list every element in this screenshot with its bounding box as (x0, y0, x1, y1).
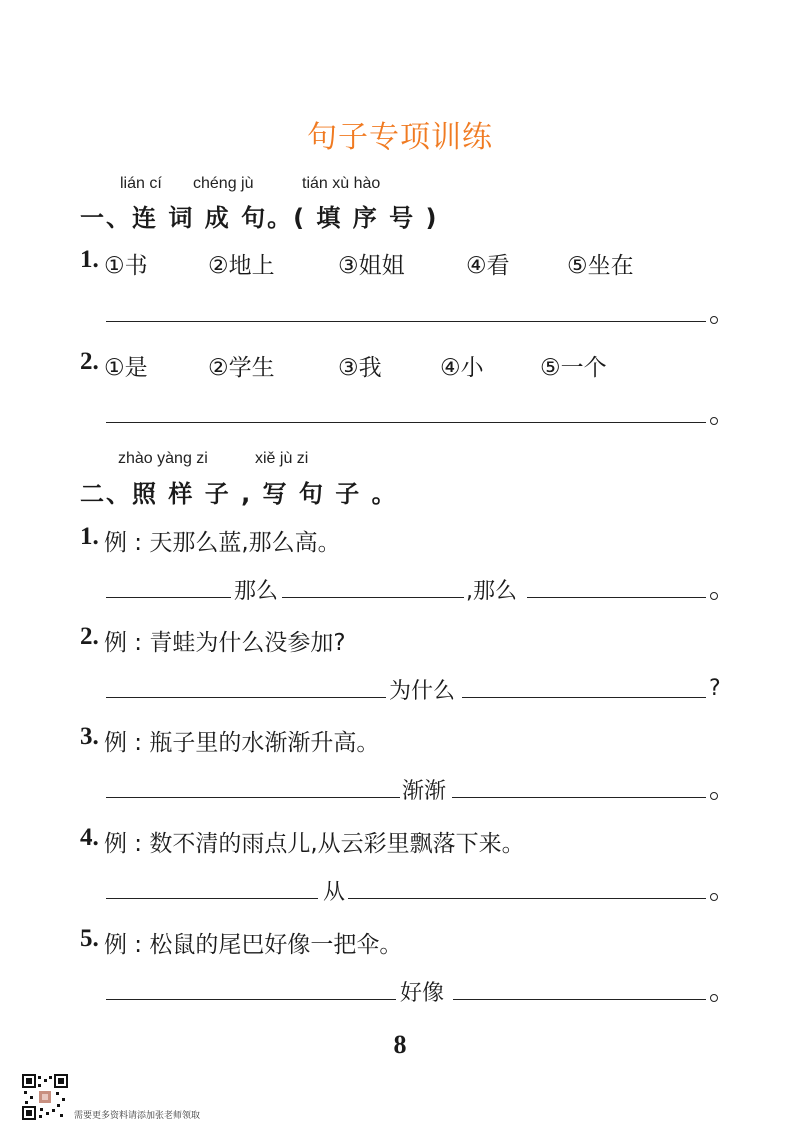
fill-word: 渐渐 (402, 779, 447, 804)
period-mark (710, 994, 718, 1002)
page-number: 8 (393, 1030, 407, 1059)
example-sentence: 例 : 松鼠的尾巴好像一把伞。 (104, 932, 403, 958)
fill-word: 那么 (234, 579, 279, 604)
word-option: ③姐姐 (338, 253, 405, 279)
period-mark (710, 592, 718, 600)
section1-heading: 一、连 词 成 句。( 填 序 号 ) (80, 204, 439, 232)
question-number: 5. (80, 925, 99, 952)
answer-line[interactable] (348, 898, 706, 899)
fill-word: ,那么 (466, 579, 517, 604)
answer-line[interactable] (106, 697, 386, 698)
answer-line[interactable] (106, 321, 706, 322)
example-sentence: 例 : 瓶子里的水渐渐升高。 (104, 730, 380, 756)
fill-word: 从 (323, 880, 346, 905)
example-sentence: 例 : 青蛙为什么没参加? (104, 630, 346, 656)
answer-line[interactable] (453, 999, 706, 1000)
word-option: ②学生 (208, 355, 275, 381)
answer-line[interactable] (462, 697, 706, 698)
period-mark (710, 792, 718, 800)
footer-text: 需要更多资料请添加张老师领取 (74, 1111, 201, 1121)
page-title: 句子专项训练 (307, 120, 493, 155)
question-mark: ? (709, 676, 721, 701)
word-option: ④看 (466, 253, 510, 279)
pinyin-cheng-ju: chéng jù (193, 175, 254, 192)
word-option: ①书 (104, 253, 148, 279)
answer-line[interactable] (282, 597, 464, 598)
answer-line[interactable] (106, 999, 396, 1000)
answer-line[interactable] (106, 597, 231, 598)
example-sentence: 例 : 天那么蓝,那么高。 (104, 530, 341, 556)
word-option: ⑤一个 (540, 355, 607, 381)
fill-word: 好像 (400, 981, 445, 1006)
question-number: 1. (80, 246, 99, 273)
answer-line[interactable] (452, 797, 706, 798)
period-mark (710, 316, 718, 324)
word-option: ⑤坐在 (567, 253, 634, 279)
pinyin-zhao-yang-zi: zhào yàng zi (118, 450, 208, 467)
pinyin-xie-ju-zi: xiě jù zi (255, 450, 309, 467)
word-option: ①是 (104, 355, 148, 381)
word-option: ③我 (338, 355, 382, 381)
answer-line[interactable] (527, 597, 706, 598)
answer-line[interactable] (106, 422, 706, 423)
word-option: ④小 (440, 355, 484, 381)
question-number: 2. (80, 623, 99, 650)
qr-code-icon (22, 1074, 68, 1120)
period-mark (710, 417, 718, 425)
question-number: 2. (80, 348, 99, 375)
section2-heading: 二、照 样 子 , 写 句 子 。 (80, 480, 398, 508)
fill-word: 为什么 (389, 679, 456, 704)
period-mark (710, 893, 718, 901)
answer-line[interactable] (106, 797, 400, 798)
answer-line[interactable] (106, 898, 318, 899)
question-number: 4. (80, 824, 99, 851)
word-option: ②地上 (208, 253, 275, 279)
pinyin-lian-ci: lián cí (120, 175, 162, 192)
example-sentence: 例 : 数不清的雨点儿,从云彩里飘落下来。 (104, 831, 525, 857)
pinyin-tian-xu-hao: tián xù hào (302, 175, 381, 192)
question-number: 1. (80, 523, 99, 550)
question-number: 3. (80, 723, 99, 750)
